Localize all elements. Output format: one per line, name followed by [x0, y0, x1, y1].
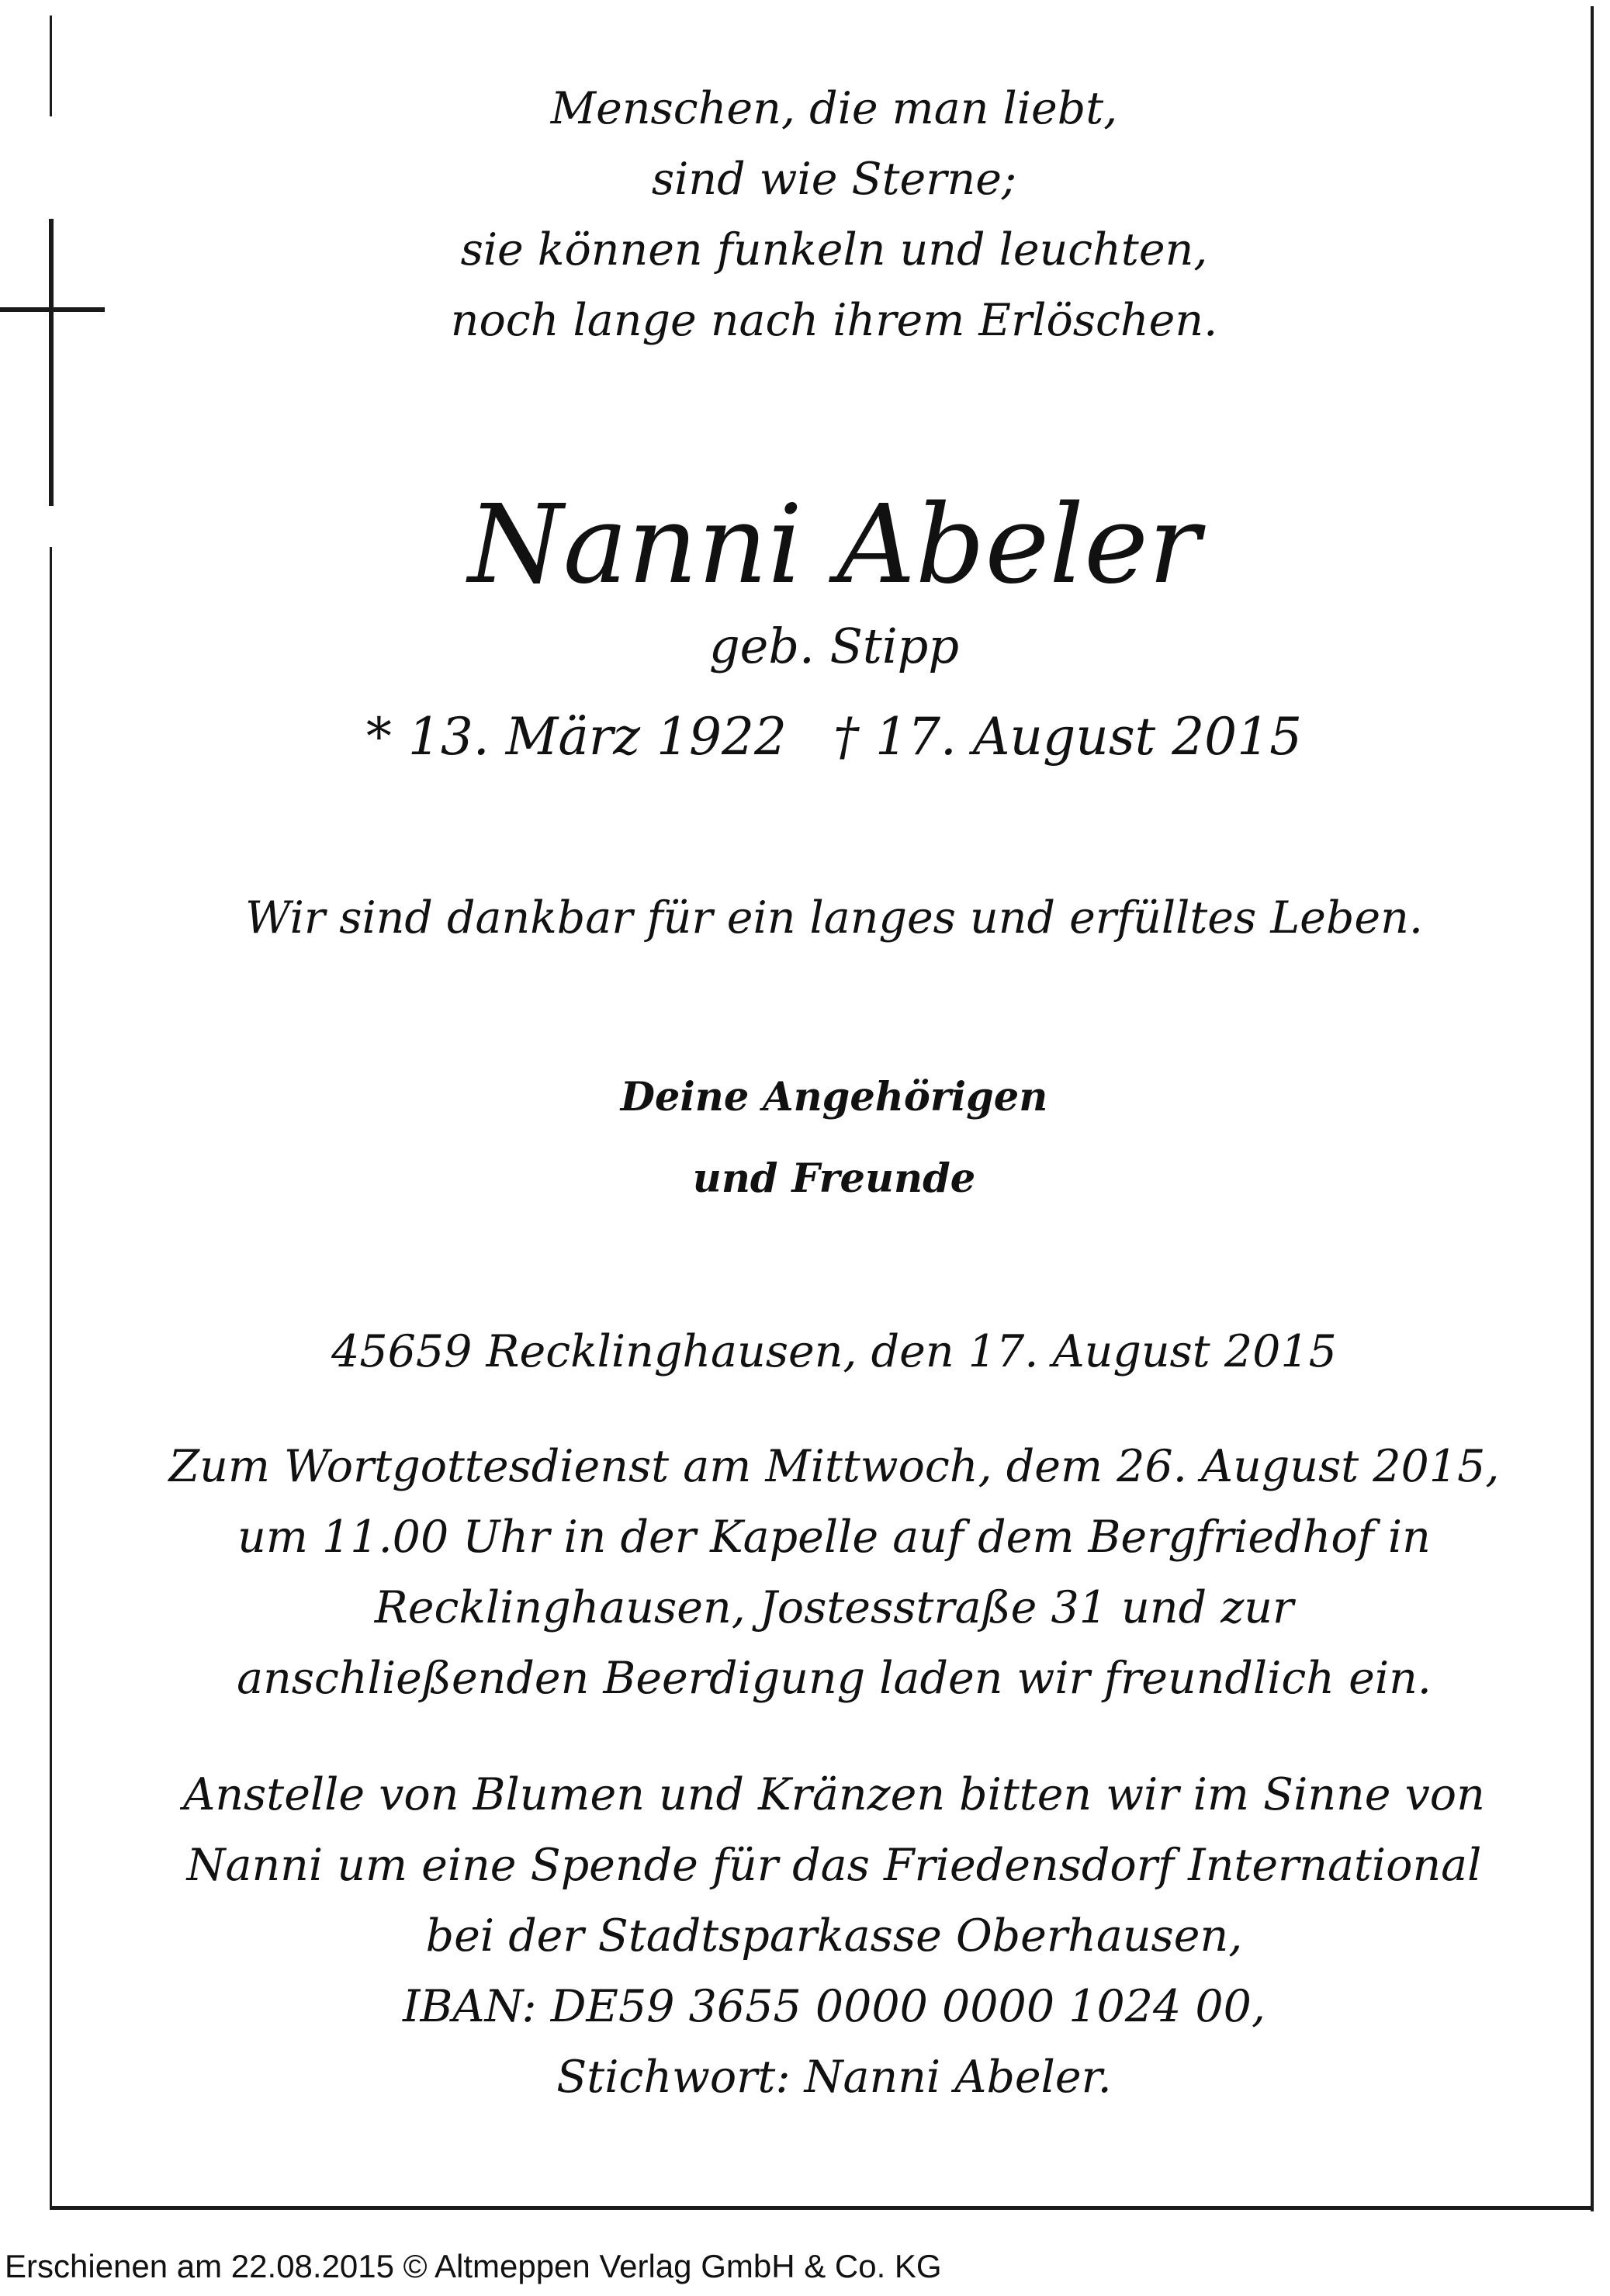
- donation-line: Stichwort: Nanni Abeler.: [556, 2052, 1112, 2103]
- poem: [62, 74, 1606, 356]
- donation-line: Anstelle von Blumen und Kränzen bitten wir im Sinne von: [183, 1769, 1485, 1820]
- maiden-name: geb. Stipp: [708, 618, 960, 674]
- service-line: um 11.00 Uhr in der Kapelle auf dem Bergfriedhof in: [237, 1512, 1431, 1563]
- signatories: [62, 1057, 1606, 1220]
- signatories-line-2: und Freunde: [692, 1155, 976, 1202]
- frame-left-border-lower: [50, 547, 52, 2208]
- service-line: Recklinghausen, Jostesstraße 31 und zur: [374, 1582, 1294, 1633]
- donation-line: IBAN: DE59 3655 0000 0000 1024 00,: [402, 1981, 1266, 2032]
- poem-line: noch lange nach ihrem Erlöschen.: [450, 295, 1218, 346]
- donation-request: [62, 1760, 1606, 2113]
- death-date: † 17. August 2015: [833, 707, 1303, 767]
- service-line: Zum Wortgottesdienst am Mittwoch, dem 26. August 2015,: [168, 1441, 1500, 1492]
- birth-date: * 13. März 1922: [365, 707, 787, 767]
- service-line: anschließenden Beerdigung laden wir freundlich ein.: [237, 1653, 1432, 1704]
- cross-vertical-bar: [49, 219, 54, 506]
- frame-left-border-upper: [50, 16, 52, 116]
- service-announcement: [62, 1432, 1606, 1714]
- publication-footer: Erschienen am 22.08.2015 © Altmeppen Verlag GmbH & Co. KG: [5, 2248, 942, 2284]
- frame-bottom-border: [50, 2206, 1594, 2210]
- donation-line: bei der Stadtsparkasse Oberhausen,: [425, 1910, 1243, 1962]
- poem-line: Menschen, die man liebt,: [550, 83, 1118, 134]
- gratitude-line: Wir sind dankbar für ein langes und erfülltes Leben.: [245, 892, 1423, 944]
- signatories-line-1: Deine Angehörigen: [620, 1074, 1048, 1120]
- donation-line: Nanni um eine Spende für das Friedensdorf International: [186, 1840, 1482, 1891]
- deceased-name: Nanni Abeler: [468, 482, 1200, 608]
- life-dates: [62, 702, 1606, 772]
- poem-line: sie können funkeln und leuchten,: [460, 224, 1208, 275]
- place-and-date: 45659 Recklinghausen, den 17. August 2015: [331, 1326, 1337, 1377]
- poem-line: sind wie Sterne;: [651, 154, 1017, 205]
